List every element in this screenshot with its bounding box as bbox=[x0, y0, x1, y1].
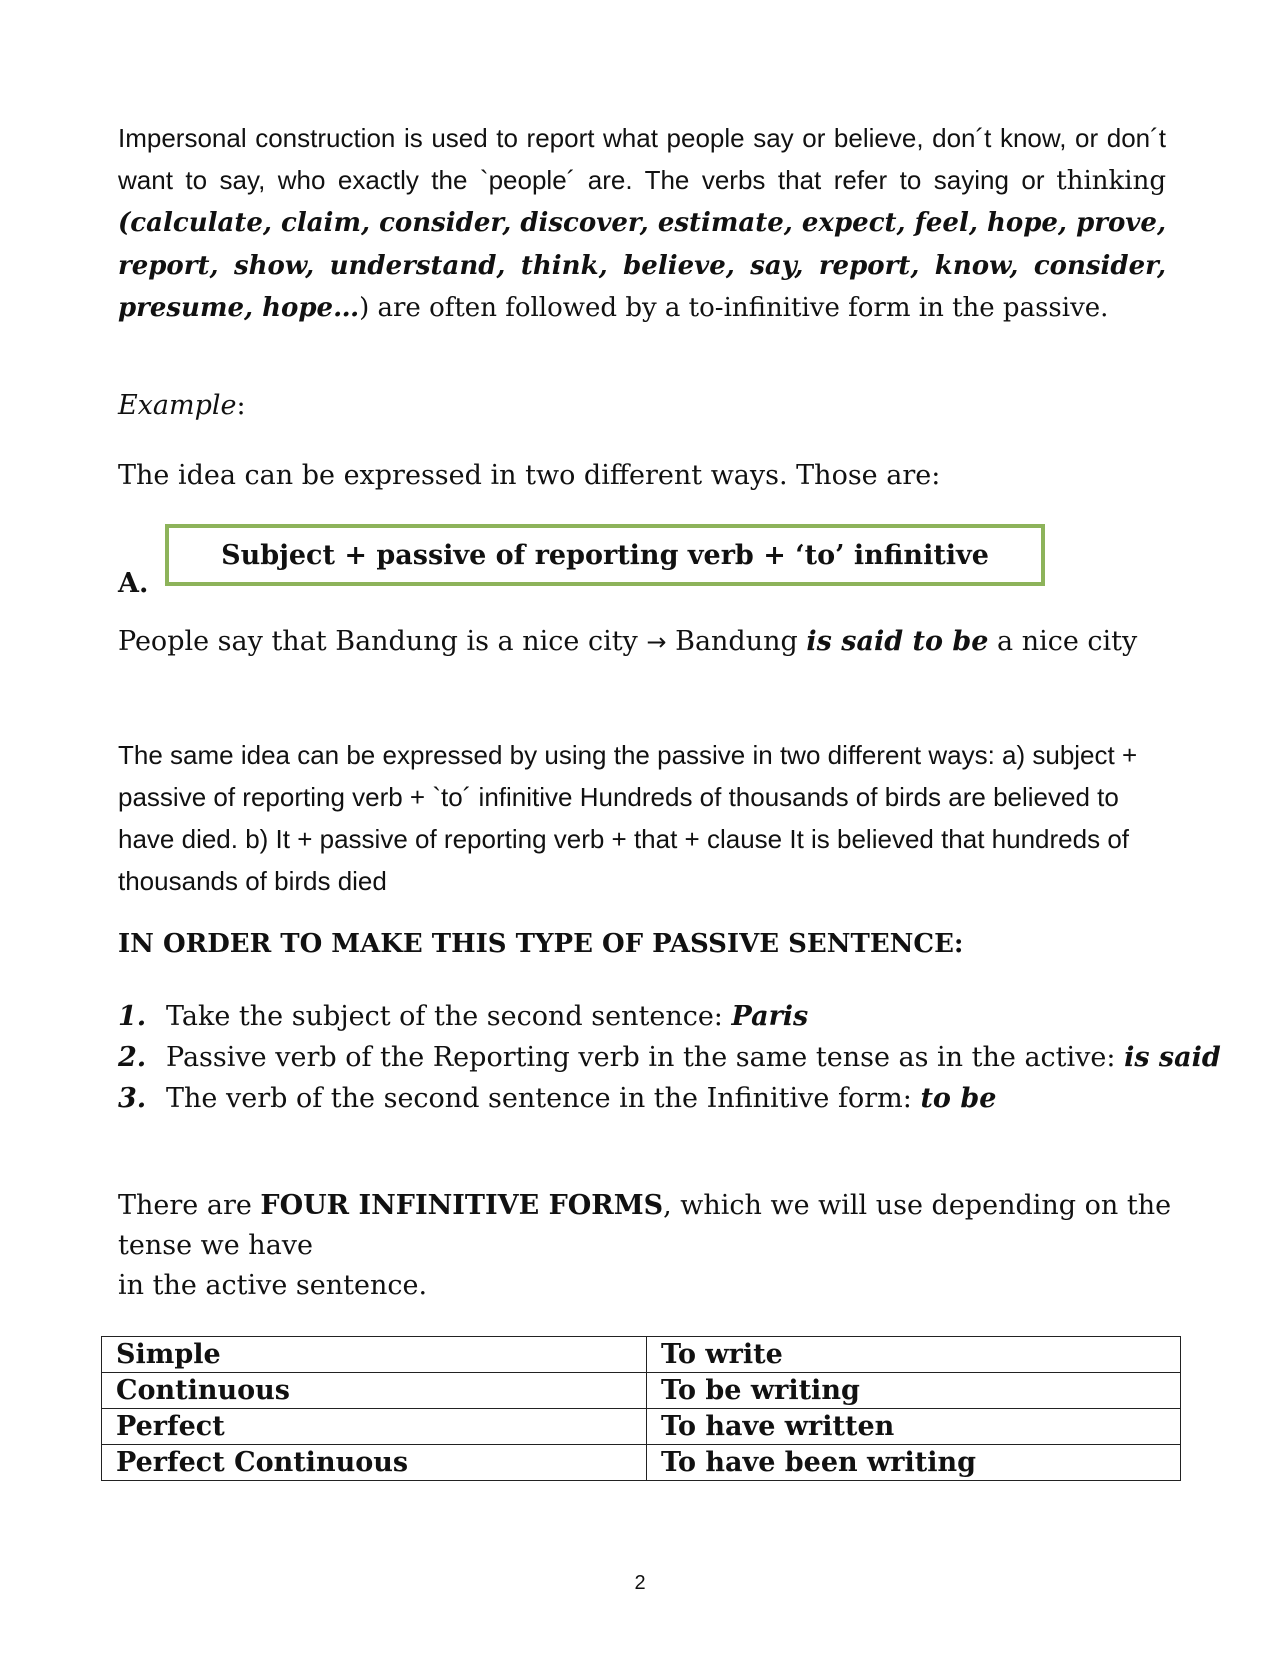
step-emphasis: Paris bbox=[731, 1001, 809, 1032]
people-passive-verb: is said to be bbox=[806, 626, 989, 657]
right-arrow-icon: → bbox=[646, 628, 667, 656]
infinitive-forms-table bbox=[101, 1336, 1181, 1481]
tense-cell: Perfect bbox=[102, 1409, 647, 1445]
formula-letter: A. bbox=[118, 568, 149, 599]
tense-cell: Continuous bbox=[102, 1373, 647, 1409]
table-row bbox=[102, 1337, 1181, 1373]
form-cell: To write bbox=[647, 1337, 1181, 1373]
step-text: Passive verb of the Reporting verb in the same tense as in the active: bbox=[166, 1042, 1116, 1073]
form-cell: To be writing bbox=[647, 1373, 1181, 1409]
list-item bbox=[118, 1037, 1221, 1078]
four-forms-after: , which we will use depending on the tense we have bbox=[118, 1190, 1172, 1261]
table-row bbox=[102, 1445, 1181, 1481]
intro-paragraph bbox=[118, 118, 1166, 330]
example-label: Example bbox=[118, 390, 237, 421]
list-item bbox=[118, 996, 1178, 1037]
idea-text: The idea can be expressed in two different ways. Those are: bbox=[118, 460, 941, 491]
step-text: Take the subject of the second sentence: bbox=[166, 1001, 723, 1032]
step-number: 1. bbox=[118, 1001, 147, 1032]
intro-closing: ) are often followed by a to-infinitive form in the passive. bbox=[359, 293, 1109, 323]
people-example bbox=[118, 626, 1137, 657]
formula-box bbox=[165, 524, 1045, 586]
step-number: 2. bbox=[118, 1042, 147, 1073]
four-forms-paragraph bbox=[118, 1186, 1178, 1306]
four-forms-bold: FOUR INFINITIVE FORMS bbox=[260, 1190, 664, 1221]
steps-list bbox=[118, 996, 1221, 1119]
step-text: The verb of the second sentence in the Infinitive form: bbox=[166, 1083, 912, 1114]
four-forms-line2: in the active sentence. bbox=[118, 1270, 428, 1301]
example-colon: : bbox=[236, 390, 246, 421]
page-number: 2 bbox=[634, 1572, 646, 1594]
step-number: 3. bbox=[118, 1083, 147, 1114]
step-emphasis: is said bbox=[1124, 1042, 1221, 1073]
table-row bbox=[102, 1409, 1181, 1445]
table-row bbox=[102, 1373, 1181, 1409]
people-passive-rest: a nice city bbox=[997, 626, 1138, 657]
tense-cell: Perfect Continuous bbox=[102, 1445, 647, 1481]
tense-cell: Simple bbox=[102, 1337, 647, 1373]
order-heading: IN ORDER TO MAKE THIS TYPE OF PASSIVE SENTENCE: bbox=[118, 929, 964, 959]
intro-thinking-label: thinking bbox=[1056, 165, 1167, 196]
people-passive-subject: Bandung bbox=[675, 626, 798, 657]
four-forms-before: There are bbox=[118, 1190, 252, 1221]
intro-text: Impersonal construction is used to report what people say or believe, don´t know, or don´t want to say, who exactly the `people´ are. The verbs that refer to saying or bbox=[118, 123, 1166, 195]
list-item bbox=[118, 1078, 1178, 1119]
intro-verbs-list: (calculate, claim, consider, discover, estimate, expect, feel, hope, prove, report, show, understand, think, believe, say, report, know, consider, presume, hope… bbox=[118, 208, 1166, 323]
people-active: People say that Bandung is a nice city bbox=[118, 626, 638, 657]
form-cell: To have written bbox=[647, 1409, 1181, 1445]
formula-text: Subject + passive of reporting verb + ‘to’ infinitive bbox=[221, 539, 989, 571]
step-emphasis: to be bbox=[920, 1083, 997, 1114]
example-label-line bbox=[118, 390, 246, 421]
form-cell: To have been writing bbox=[647, 1445, 1181, 1481]
same-idea-paragraph: The same idea can be expressed by using the passive in two different ways: a) subject + passive of reporting verb + `to´ infinitive Hundreds of thousands of birds are believed to have died. b) It + passive of reporting verb + that + clause It is believed that hundreds of thousands of birds died bbox=[118, 740, 1138, 896]
